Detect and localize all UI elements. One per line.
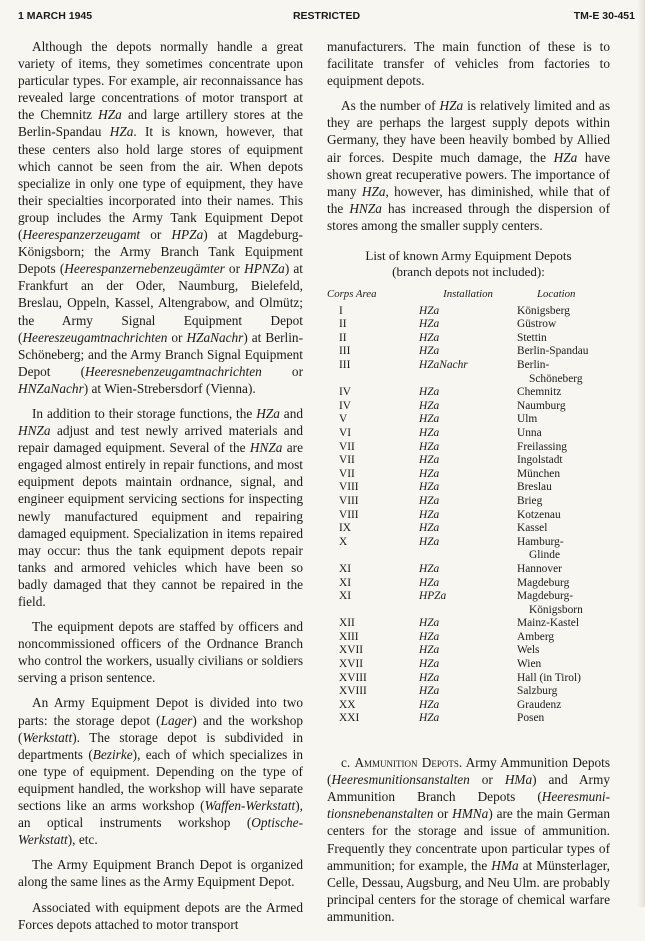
location-line: Mainz-Kastel	[517, 617, 579, 630]
installation-cell: HZa	[419, 617, 440, 630]
corps-area-cell: VIII	[339, 508, 359, 521]
table-row	[327, 332, 610, 346]
corps-area-cell: III	[339, 359, 351, 371]
text-run: ), etc.	[67, 832, 98, 848]
table-row	[327, 658, 610, 672]
table-row	[327, 644, 610, 658]
text-run: have shown great recuperative powers. The importance of many	[327, 149, 610, 199]
table-row	[327, 522, 610, 536]
location-line: Salzburg	[517, 685, 558, 698]
text-run: adjust and test newly arrived materials and repair damaged equipment. Several of the	[18, 423, 303, 456]
installation-cell: HZa	[419, 304, 440, 317]
installation-cell: HZa	[419, 698, 440, 711]
table-row	[327, 563, 610, 577]
location-cell	[517, 658, 610, 672]
corps-area-cell: XI	[339, 562, 352, 575]
text-run: or	[224, 261, 245, 277]
table-title	[327, 248, 610, 280]
paragraph	[327, 97, 610, 234]
location-cell	[517, 522, 610, 536]
italic-term: HZa	[98, 107, 122, 123]
table-subtitle-line: (branch depots not included):	[392, 264, 545, 280]
location-cell	[517, 318, 610, 332]
table-row	[327, 305, 610, 319]
text-run: is relatively limited and as they are perhaps the largest supply depots within Germany, they have been heavily bombed by Allied air forces. Despite much damage, the	[327, 98, 610, 165]
installation-cell: HZa	[419, 426, 440, 439]
installation-cell: HZa	[419, 440, 440, 453]
installation-cell: HZa	[419, 331, 440, 344]
text-run: ) at Wien-Strebersdorf (Vienna).	[83, 380, 256, 396]
italic-term: HZa	[256, 405, 280, 421]
right-column	[327, 38, 610, 933]
corps-area-cell: XII	[339, 617, 355, 630]
corps-area-cell: XI	[339, 576, 352, 589]
location-line: Hamburg-	[517, 535, 564, 548]
italic-term: HNZa	[249, 440, 283, 456]
italic-term: Heeresmunitionsnebenanstalten	[327, 789, 610, 822]
table-title-line: List of known Army Equipment Depots	[365, 248, 572, 264]
italic-term: HZa	[439, 98, 464, 114]
italic-term: HPZa	[171, 227, 204, 243]
italic-term: Bezirke	[92, 746, 133, 762]
installation-cell: HZa	[419, 508, 440, 521]
location-cell	[517, 563, 610, 577]
location-line: Posen	[517, 712, 545, 725]
location-line: München	[517, 467, 561, 480]
table-row	[327, 712, 610, 726]
text-run: or	[140, 227, 172, 243]
table-row	[327, 481, 610, 495]
location-line: Breslau	[517, 481, 552, 494]
corps-area-cell: VI	[339, 426, 352, 439]
table-row	[327, 577, 610, 591]
text-run: ) are the main German centers for the storage and issue of ammunition. Frequently they concentrate upon particular types of ammunition; for example, the	[327, 806, 610, 873]
text-run: , however, has diminished, while that of the	[327, 183, 610, 216]
text-run: The Army Equipment Branch Depot is organized along the same lines as the Army Equipment Depot.	[18, 857, 303, 890]
text-run: ) at Magdeburg-Königsborn; the Army Branch Tank Equipment Depots (	[18, 227, 303, 277]
table-body	[327, 305, 610, 726]
location-cell	[517, 359, 610, 386]
installation-cell: HZa	[419, 644, 440, 657]
table-row	[327, 359, 610, 386]
table-row	[327, 699, 610, 713]
text-run: Associated with equipment depots are the Armed Forces depots attached to motor transport	[18, 899, 303, 932]
text-run: ), each of which specializes in one type of equipment. Depending on the type of equipment handled, the workshop will have separate sections like an arms workshop (	[18, 746, 303, 814]
italic-term: HMa	[504, 772, 533, 788]
location-cell	[517, 441, 610, 455]
installation-cell: HZa	[419, 386, 440, 399]
text-run: at Münsterlager, Celle, Dessau, Augsburg, and Neu Ulm. are probably principal centers for the storage of chemical warfare ammunition.	[327, 857, 610, 924]
header-manual-number: TM-E 30-451	[573, 10, 635, 22]
location-cell	[517, 495, 610, 509]
corps-area-cell: XX	[339, 698, 356, 711]
text-run: are engaged almost entirely in repair functions, and most equipment depots maintain ordnance, signal, and engineer equipment servicing sections for inspecting newly manufactured equipment and repairing damaged equipment. Specialization in items repaired may occur: thus the tank equipment depots repair tanks and armored vehicles which have been so badly damaged that they cannot be repaired in the field.	[18, 440, 303, 609]
corps-area-cell: VII	[339, 440, 355, 453]
corps-area-cell: VII	[339, 454, 355, 467]
text-run: ), an optical instruments workshop (	[18, 798, 303, 831]
installation-cell: HZa	[419, 345, 440, 358]
table-row	[327, 386, 610, 400]
paragraph	[18, 856, 303, 890]
corps-area-cell: VIII	[339, 481, 359, 494]
location-line: Chemnitz	[517, 386, 562, 399]
italic-term: Heerespanzernebenzeugämter	[64, 261, 225, 277]
corps-area-cell: II	[339, 331, 347, 344]
location-line: Hall (in Tirol)	[517, 671, 581, 684]
table-row	[327, 468, 610, 482]
italic-term: HZa	[109, 124, 134, 140]
text-run: ). The storage depot is subdivided in departments (	[18, 729, 303, 762]
column-header-installation: Installation	[443, 288, 493, 301]
left-column	[18, 38, 303, 941]
header-date: 1 MARCH 1945	[18, 10, 93, 22]
location-cell	[517, 577, 610, 591]
italic-term: Heereszeugamtnachrichten	[22, 329, 168, 345]
location-cell	[517, 644, 610, 658]
location-line: Magdeburg-	[517, 590, 574, 603]
installation-cell: HZaNachr	[419, 359, 468, 371]
paragraph	[18, 694, 303, 848]
italic-term: HNZa	[349, 200, 382, 216]
location-cell	[517, 712, 610, 726]
corps-area-cell: III	[339, 345, 351, 358]
italic-term: HZa	[553, 149, 578, 165]
installation-cell: HZa	[419, 494, 440, 507]
installation-cell: HZa	[419, 522, 440, 535]
corps-area-cell: XVIII	[339, 671, 367, 684]
paragraph	[18, 618, 303, 686]
installation-cell: HZa	[419, 658, 440, 671]
table-row	[327, 590, 610, 617]
installation-cell: HZa	[419, 671, 440, 684]
location-cell	[517, 345, 610, 359]
location-cell	[517, 509, 610, 523]
installation-cell: HZa	[419, 535, 440, 548]
page-edge-shadow	[637, 0, 645, 907]
location-cell	[517, 672, 610, 686]
table-row	[327, 441, 610, 455]
paragraph	[18, 899, 303, 933]
location-line: Ingolstadt	[517, 454, 563, 467]
italic-term: HNZaNachr	[18, 380, 84, 396]
text-run: Army Ammunition Depots (	[327, 755, 610, 788]
location-cell	[517, 631, 610, 645]
location-line: Ulm	[517, 413, 538, 426]
table-row	[327, 672, 610, 686]
text-run: An Army Equipment Depot is divided into two parts: the storage depot (	[18, 695, 303, 728]
table-row	[327, 318, 610, 332]
location-cell	[517, 685, 610, 699]
location-line: Naumburg	[517, 399, 566, 412]
table-row	[327, 617, 610, 631]
header-classification: RESTRICTED	[292, 10, 361, 22]
location-line: Wels	[517, 644, 540, 657]
table-row	[327, 631, 610, 645]
table-row	[327, 495, 610, 509]
installation-cell: HZa	[419, 685, 440, 698]
installation-cell: HZa	[419, 318, 440, 331]
location-cell	[517, 536, 610, 563]
table-header-row	[327, 288, 610, 305]
installation-cell: HZa	[419, 562, 440, 575]
corps-area-cell: VII	[339, 467, 355, 480]
corps-area-cell: IV	[339, 386, 352, 399]
location-line: Kotzenau	[517, 508, 561, 521]
text-run: As the number of	[341, 98, 440, 114]
location-line: Königsberg	[517, 304, 570, 317]
page-header	[18, 10, 635, 26]
section-heading: Ammunition Depots.	[354, 755, 463, 771]
installation-cell: HZa	[419, 712, 440, 725]
paragraph	[18, 38, 303, 397]
location-line: Güstrow	[517, 318, 557, 331]
corps-area-cell: X	[339, 535, 348, 548]
location-line: Unna	[517, 426, 542, 439]
corps-area-cell: VIII	[339, 494, 359, 507]
corps-area-cell: XVIII	[339, 685, 367, 698]
installation-cell: HZa	[419, 399, 440, 412]
text-run: The equipment depots are staffed by officers and noncommissioned officers of the Ordnance Branch who control the workers, usually civilians or soldiers serving a prison sentence.	[18, 619, 303, 686]
installation-cell: HZa	[419, 630, 440, 643]
corps-area-cell: XVII	[339, 644, 364, 657]
corps-area-cell: IX	[339, 522, 352, 535]
corps-area-cell: II	[339, 318, 347, 331]
text-run: ) and the workshop (	[18, 712, 303, 745]
location-line: Hannover	[517, 562, 562, 575]
text-run: c.	[341, 755, 355, 771]
location-line: Kassel	[517, 522, 548, 535]
location-cell	[517, 590, 610, 617]
installation-cell: HZa	[419, 467, 440, 480]
column-header-location: Location	[537, 288, 576, 301]
corps-area-cell: XVII	[339, 658, 364, 671]
text-run: ) at Berlin-Schöneberg; and the Army Branch Signal Equipment Depot (	[18, 329, 303, 379]
location-line: Glinde	[529, 549, 561, 562]
italic-term: Optische-Werkstatt	[18, 815, 303, 848]
location-cell	[517, 386, 610, 400]
text-run: Although the depots normally handle a great variety of items, they sometimes concentrate upon particular types. For example, air reconnaissance has revealed large concentrations of motor transport at the Chemnitz	[18, 39, 303, 123]
text-run: and	[279, 405, 303, 421]
location-line: Stettin	[517, 331, 547, 344]
corps-area-cell: XI	[339, 590, 352, 603]
corps-area-cell: V	[339, 413, 348, 426]
table-row	[327, 345, 610, 359]
italic-term: Heerespanzerzeugamt	[22, 227, 141, 243]
location-line: Wien	[517, 658, 542, 671]
italic-term: Waffen-Werkstatt	[204, 798, 296, 814]
corps-area-cell: XIII	[339, 630, 359, 643]
italic-term: HZa	[361, 183, 386, 199]
table-row	[327, 509, 610, 523]
depot-table	[327, 288, 610, 726]
table-row	[327, 536, 610, 563]
installation-cell: HZa	[419, 413, 440, 426]
location-cell	[517, 413, 610, 427]
location-line: Amberg	[517, 630, 555, 643]
location-cell	[517, 481, 610, 495]
italic-term: HZaNachr	[186, 329, 244, 345]
paragraph	[18, 405, 303, 610]
location-line: Schöneberg	[529, 372, 583, 385]
text-run: has increased through the dispersion of stores among the smaller supply centers.	[327, 200, 610, 233]
location-line: Berlin-	[517, 359, 550, 371]
installation-cell: HZa	[419, 576, 440, 589]
text-run: ) at Frankfurt an der Oder, Naumburg, Bielefeld, Breslau, Oppeln, Kassel, Altengrabow, and Olmütz; the Army Signal Equipment Depot (	[18, 261, 303, 345]
italic-term: Heeresnebenzeugamtnachrichten	[85, 363, 262, 379]
italic-term: Werkstatt	[22, 729, 73, 745]
table-row	[327, 454, 610, 468]
location-line: Königsborn	[529, 603, 583, 616]
location-cell	[517, 332, 610, 346]
installation-cell: HPZa	[419, 590, 447, 603]
italic-term: HPNZa	[244, 261, 285, 277]
table-row	[327, 427, 610, 441]
text-run: or	[261, 363, 303, 379]
location-cell	[517, 427, 610, 441]
corps-area-cell: I	[339, 304, 343, 317]
column-header-corps-area: Corps Area	[327, 288, 377, 301]
text-run: or	[167, 329, 187, 345]
location-line: Brieg	[517, 494, 543, 507]
italic-term: Heeresmunitionsanstalten	[331, 772, 470, 788]
text-run: and large artillery stores at the Berlin-Spandau	[18, 107, 303, 140]
location-cell	[517, 400, 610, 414]
text-run: or	[433, 806, 453, 822]
italic-term: HMNa	[452, 806, 489, 822]
location-cell	[517, 305, 610, 319]
table-row	[327, 685, 610, 699]
location-line: Magdeburg	[517, 576, 570, 589]
location-line: Graudenz	[517, 698, 562, 711]
italic-term: HNZa	[18, 423, 51, 439]
table-row	[327, 413, 610, 427]
paragraph	[327, 38, 610, 89]
location-line: Freilassing	[517, 440, 567, 453]
text-run: or	[469, 772, 505, 788]
italic-term: Lager	[160, 712, 193, 728]
location-line: Berlin-Spandau	[517, 345, 589, 358]
text-run: . It is known, however, that these centers also hold large stores of equipment which cannot be seen from the air. When depots specialize in only one type of equipment, they have their specialties incorporated into their names. This group includes the Army Tank Equipment Depot (	[18, 124, 304, 243]
text-run: ) and Army Ammunition Branch Depots (	[327, 772, 610, 805]
text-run: manufacturers. The main function of these is to facilitate transfer of vehicles from factories to equipment depots.	[327, 39, 610, 89]
corps-area-cell: IV	[339, 399, 352, 412]
italic-term: HMa	[491, 857, 519, 873]
location-cell	[517, 617, 610, 631]
installation-cell: HZa	[419, 454, 440, 467]
text-run: In addition to their storage functions, the	[32, 405, 257, 421]
table-row	[327, 400, 610, 414]
section-c-paragraph	[327, 754, 610, 925]
location-cell	[517, 699, 610, 713]
location-cell	[517, 454, 610, 468]
location-cell	[517, 468, 610, 482]
installation-cell: HZa	[419, 481, 440, 494]
corps-area-cell: XXI	[339, 712, 360, 725]
